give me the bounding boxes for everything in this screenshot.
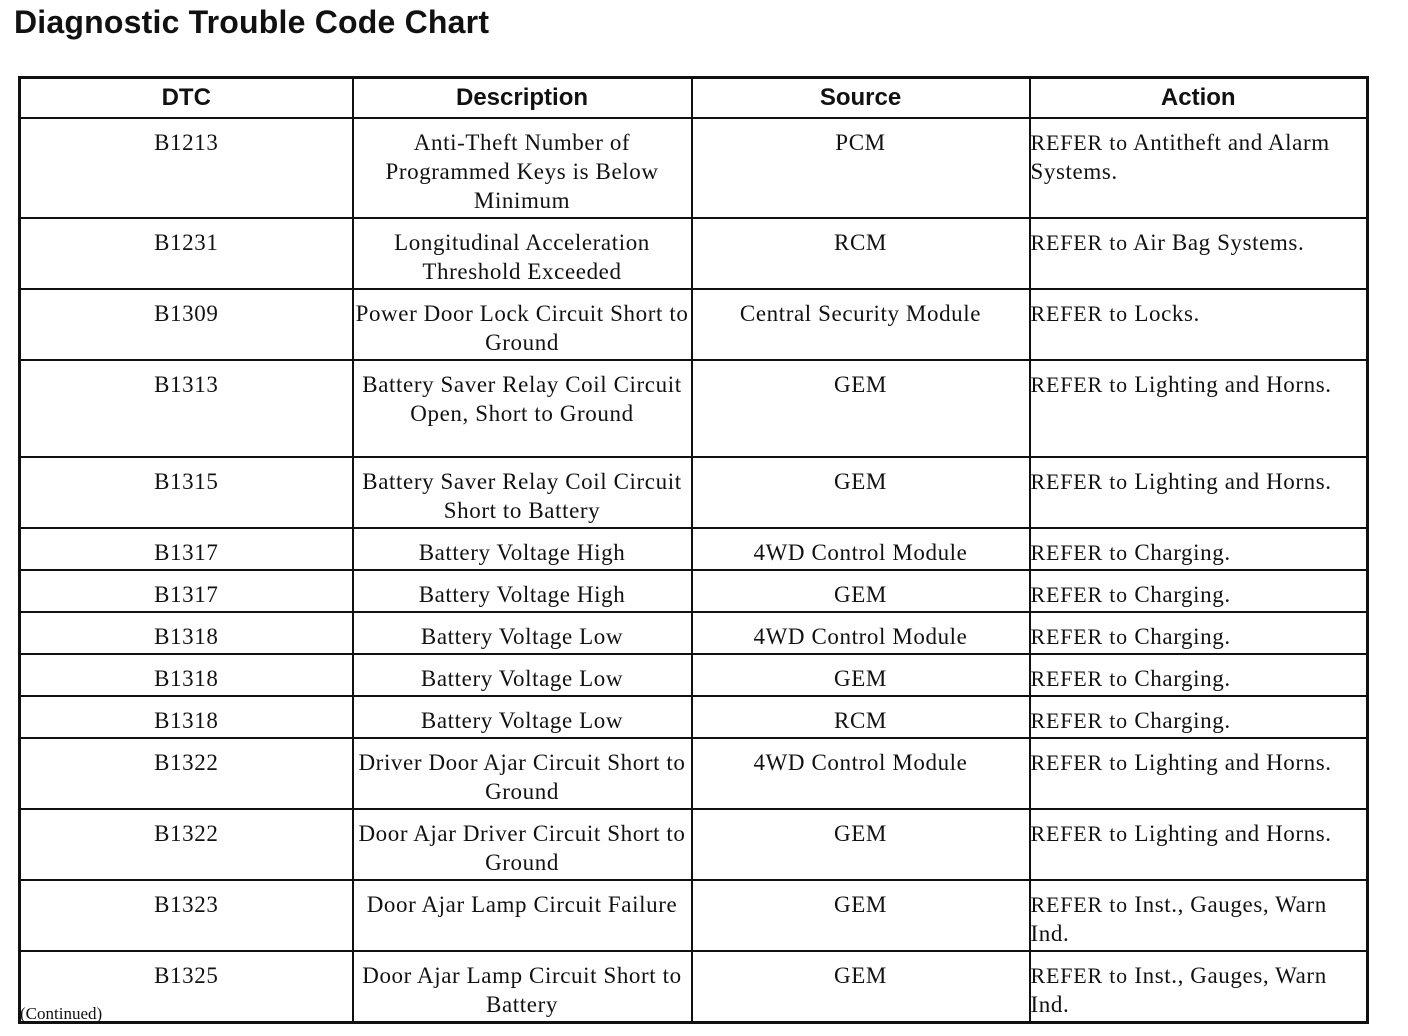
dtc-action bbox=[1030, 951, 1368, 1023]
table-row bbox=[20, 570, 1368, 612]
dtc-action bbox=[1030, 528, 1368, 570]
action-target: Charging. bbox=[1134, 540, 1231, 565]
column-header-action: Action bbox=[1030, 78, 1368, 119]
dtc-source: RCM bbox=[692, 696, 1030, 738]
table-row bbox=[20, 289, 1368, 360]
table-header-row bbox=[20, 78, 1368, 119]
table-row bbox=[20, 809, 1368, 880]
refer-prefix: REFER to bbox=[1030, 469, 1128, 494]
dtc-source: GEM bbox=[692, 570, 1030, 612]
dtc-source: GEM bbox=[692, 951, 1030, 1023]
dtc-code: B1317 bbox=[20, 528, 353, 570]
dtc-description: Battery Voltage Low bbox=[353, 654, 692, 696]
action-target: Lighting and Horns. bbox=[1134, 469, 1332, 494]
dtc-code: B1318 bbox=[20, 696, 353, 738]
dtc-source: GEM bbox=[692, 654, 1030, 696]
dtc-action bbox=[1030, 880, 1368, 951]
table-row bbox=[20, 218, 1368, 289]
table-row bbox=[20, 528, 1368, 570]
dtc-description: Battery Saver Relay Coil Circuit Open, Short to Ground bbox=[353, 360, 692, 457]
column-header-source: Source bbox=[692, 78, 1030, 119]
dtc-source: Central Security Module bbox=[692, 289, 1030, 360]
dtc-description: Battery Saver Relay Coil Circuit Short to Battery bbox=[353, 457, 692, 528]
action-target: Locks. bbox=[1134, 301, 1200, 326]
dtc-action bbox=[1030, 218, 1368, 289]
dtc-code: B1318 bbox=[20, 612, 353, 654]
action-target: Charging. bbox=[1134, 666, 1231, 691]
action-target: Lighting and Horns. bbox=[1134, 821, 1332, 846]
dtc-action bbox=[1030, 809, 1368, 880]
dtc-source: RCM bbox=[692, 218, 1030, 289]
dtc-description: Battery Voltage Low bbox=[353, 612, 692, 654]
dtc-action bbox=[1030, 696, 1368, 738]
dtc-code: B1322 bbox=[20, 738, 353, 809]
dtc-code: B1231 bbox=[20, 218, 353, 289]
dtc-description: Longitudinal Acceleration Threshold Exceeded bbox=[353, 218, 692, 289]
dtc-action bbox=[1030, 654, 1368, 696]
action-target: Antitheft and Alarm Systems. bbox=[1030, 130, 1330, 184]
dtc-description: Anti-Theft Number of Programmed Keys is Below Minimum bbox=[353, 118, 692, 218]
dtc-source: 4WD Control Module bbox=[692, 738, 1030, 809]
table-row bbox=[20, 738, 1368, 809]
table-row bbox=[20, 696, 1368, 738]
page-title: Diagnostic Trouble Code Chart bbox=[14, 4, 490, 40]
dtc-description: Driver Door Ajar Circuit Short to Ground bbox=[353, 738, 692, 809]
action-target: Charging. bbox=[1134, 708, 1231, 733]
dtc-table bbox=[18, 76, 1369, 1024]
dtc-code: B1323 bbox=[20, 880, 353, 951]
action-target: Inst., Gauges, Warn Ind. bbox=[1030, 963, 1327, 1017]
refer-prefix: REFER to bbox=[1030, 624, 1128, 649]
column-header-description: Description bbox=[353, 78, 692, 119]
dtc-description: Door Ajar Driver Circuit Short to Ground bbox=[353, 809, 692, 880]
dtc-source: 4WD Control Module bbox=[692, 612, 1030, 654]
refer-prefix: REFER to bbox=[1030, 963, 1128, 988]
refer-prefix: REFER to bbox=[1030, 372, 1128, 397]
refer-prefix: REFER to bbox=[1030, 666, 1128, 691]
dtc-action bbox=[1030, 289, 1368, 360]
dtc-code: B1309 bbox=[20, 289, 353, 360]
action-target: Lighting and Horns. bbox=[1134, 750, 1332, 775]
refer-prefix: REFER to bbox=[1030, 892, 1128, 917]
dtc-source: PCM bbox=[692, 118, 1030, 218]
table-row bbox=[20, 360, 1368, 457]
table-row bbox=[20, 951, 1368, 1023]
dtc-action bbox=[1030, 118, 1368, 218]
column-header-dtc: DTC bbox=[20, 78, 353, 119]
refer-prefix: REFER to bbox=[1030, 708, 1128, 733]
table-row bbox=[20, 457, 1368, 528]
dtc-code: B1213 bbox=[20, 118, 353, 218]
action-target: Charging. bbox=[1134, 582, 1231, 607]
dtc-description: Door Ajar Lamp Circuit Failure bbox=[353, 880, 692, 951]
table-row bbox=[20, 880, 1368, 951]
dtc-source: GEM bbox=[692, 809, 1030, 880]
refer-prefix: REFER to bbox=[1030, 230, 1128, 255]
continued-note: (Continued) bbox=[20, 1004, 103, 1023]
dtc-code: B1318 bbox=[20, 654, 353, 696]
dtc-code: B1313 bbox=[20, 360, 353, 457]
dtc-source: 4WD Control Module bbox=[692, 528, 1030, 570]
dtc-action bbox=[1030, 457, 1368, 528]
action-target: Air Bag Systems. bbox=[1133, 230, 1305, 255]
dtc-code: B1317 bbox=[20, 570, 353, 612]
action-target: Charging. bbox=[1134, 624, 1231, 649]
dtc-action bbox=[1030, 570, 1368, 612]
dtc-source: GEM bbox=[692, 360, 1030, 457]
dtc-description: Battery Voltage High bbox=[353, 570, 692, 612]
table-row bbox=[20, 612, 1368, 654]
dtc-source: GEM bbox=[692, 457, 1030, 528]
dtc-description: Battery Voltage High bbox=[353, 528, 692, 570]
dtc-action bbox=[1030, 738, 1368, 809]
refer-prefix: REFER to bbox=[1030, 130, 1128, 155]
dtc-source: GEM bbox=[692, 880, 1030, 951]
refer-prefix: REFER to bbox=[1030, 540, 1128, 565]
dtc-code: B1315 bbox=[20, 457, 353, 528]
action-target: Inst., Gauges, Warn Ind. bbox=[1030, 892, 1327, 946]
refer-prefix: REFER to bbox=[1030, 301, 1128, 326]
dtc-description: Battery Voltage Low bbox=[353, 696, 692, 738]
dtc-description: Power Door Lock Circuit Short to Ground bbox=[353, 289, 692, 360]
action-target: Lighting and Horns. bbox=[1134, 372, 1332, 397]
refer-prefix: REFER to bbox=[1030, 582, 1128, 607]
table-row bbox=[20, 118, 1368, 218]
table-row bbox=[20, 654, 1368, 696]
dtc-description: Door Ajar Lamp Circuit Short to Battery bbox=[353, 951, 692, 1023]
dtc-code: B1322 bbox=[20, 809, 353, 880]
refer-prefix: REFER to bbox=[1030, 821, 1128, 846]
dtc-action bbox=[1030, 360, 1368, 457]
dtc-code: B1325 bbox=[20, 951, 353, 1023]
refer-prefix: REFER to bbox=[1030, 750, 1128, 775]
dtc-action bbox=[1030, 612, 1368, 654]
